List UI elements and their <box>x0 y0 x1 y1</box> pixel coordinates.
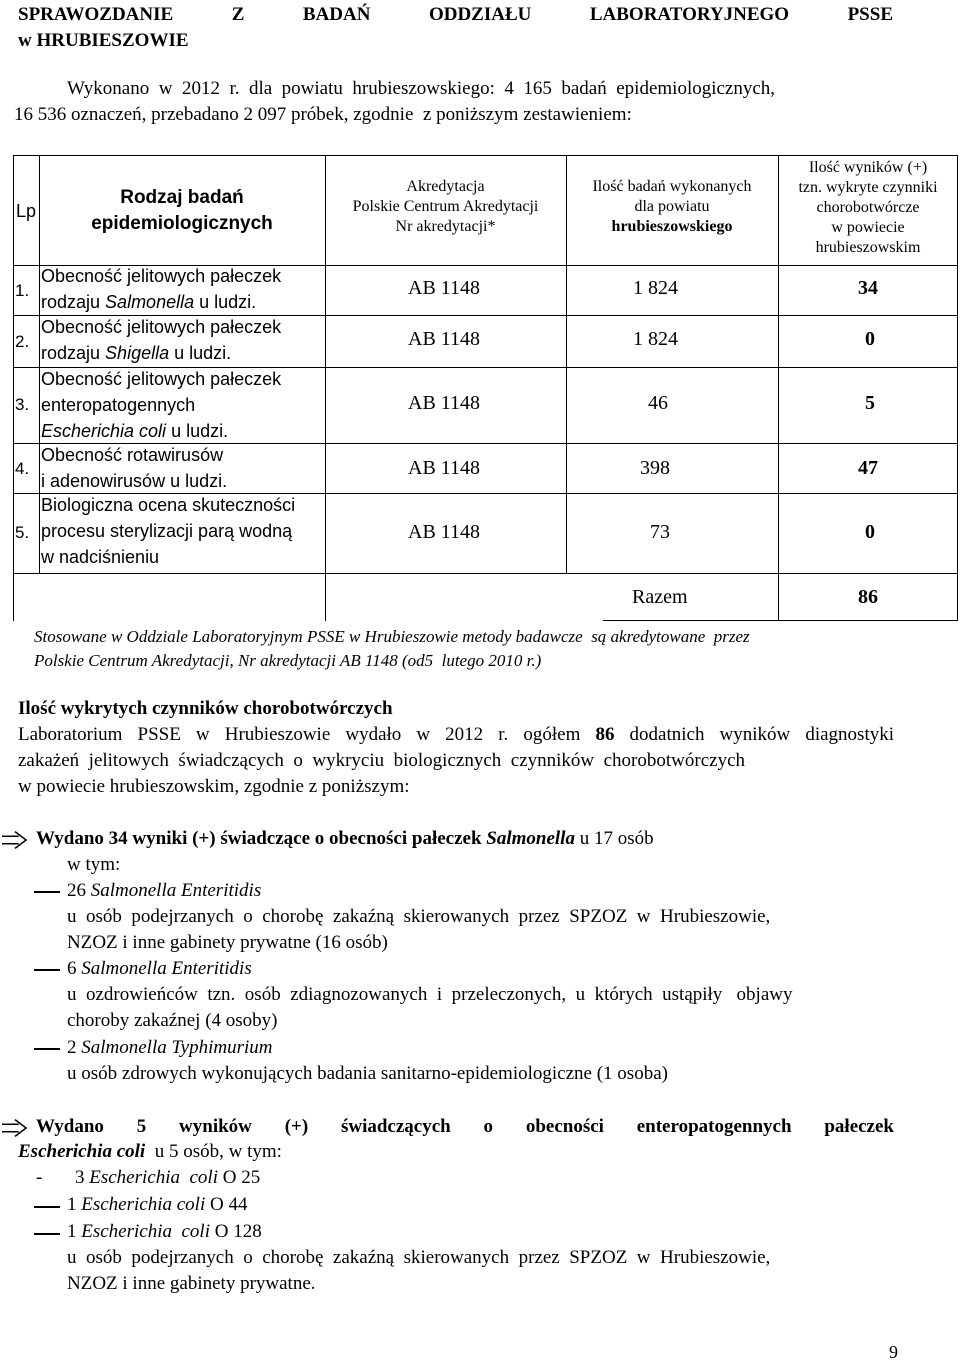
item-count: 6 <box>67 958 82 979</box>
row-desc-line: Obecność jelitowych pałeczek <box>41 317 282 337</box>
heading-word: obecności <box>525 1116 604 1137</box>
ecoli-heading <box>36 1116 894 1138</box>
item-count: 26 <box>67 880 91 901</box>
list-item <box>67 1221 262 1243</box>
row-desc-text: rodzaju <box>41 343 106 363</box>
row-desc-text: u ludzi. <box>194 292 257 312</box>
title-word: ODDZIAŁU <box>428 4 532 25</box>
section-title: Ilość wykrytych czynników chorobotwórczych <box>18 698 393 719</box>
heading-text: u 5 osób, w tym: <box>145 1141 282 1162</box>
section-paragraph-line: w powiecie hrubieszowskim, zgodnie z poniższym: <box>18 776 410 797</box>
dash-bullet <box>34 891 60 893</box>
header-wyn-line3: chorobotwórcze <box>816 199 920 216</box>
row-lp: 2. <box>15 332 30 351</box>
note-line2: Polskie Centrum Akredytacji, Nr akredytacji AB 1148 (od5 lutego 2010 r.) <box>34 651 542 670</box>
row-akredytacja: AB 1148 <box>408 521 481 543</box>
section-paragraph-line: zakażeń jelitowych świadczących o wykryciu biologicznych czynników chorobotwórczych <box>18 750 746 771</box>
row-description <box>41 314 281 366</box>
report-title-line2: w HRUBIESZOWIE <box>18 30 189 51</box>
item-desc: NZOZ i inne gabinety prywatne (16 osób) <box>67 932 388 953</box>
double-arrow-icon <box>2 830 28 850</box>
header-akred-line1: Akredytacja <box>406 178 485 195</box>
title-word: BADAŃ <box>302 4 371 25</box>
section-paragraph-line <box>18 724 894 746</box>
row-desc-line: i adenowirusów u ludzi. <box>41 471 228 491</box>
heading-word: (+) <box>284 1116 309 1137</box>
intro-line2: 16 536 oznaczeń, przebadano 2 097 próbek, zgodnie z poniższym zestawieniem: <box>14 104 632 125</box>
item-name: Salmonella Typhimurium <box>81 1037 273 1058</box>
row-wyniki: 5 <box>865 392 875 414</box>
header-akred-line2: Polskie Centrum Akredytacji <box>352 198 539 215</box>
note-line1: Stosowane w Oddziale Laboratoryjnym PSSE w Hrubieszowie metody badawcze są akredytowane przez <box>34 627 750 646</box>
list-item <box>67 1037 272 1059</box>
item-name: Escherichia coli <box>81 1194 206 1215</box>
item-desc: u ozdrowieńców tzn. osób zdiagnozowanych i przeleczonych, u których ustąpiły objawy <box>67 984 793 1005</box>
item-desc: u osób podejrzanych o chorobę zakaźną skierowanych przez SPZOZ w Hrubieszowie, <box>67 906 771 927</box>
row-desc-italic: Salmonella <box>105 292 195 312</box>
header-wyniki <box>778 158 958 258</box>
header-wyn-line4: w powiecie <box>831 219 905 236</box>
row-ilosc: 398 <box>640 457 670 479</box>
row-desc-line: enteropatogennych <box>41 395 196 415</box>
heading-text: u 17 osób <box>574 828 654 849</box>
item-desc: NZOZ i inne gabinety prywatne. <box>67 1273 316 1294</box>
row-akredytacja: AB 1148 <box>408 328 481 350</box>
row-desc-text: u ludzi. <box>166 421 229 441</box>
header-lp: Lp <box>15 201 37 221</box>
title-word: LABORATORYJNEGO <box>589 4 790 25</box>
total-label: Razem <box>632 586 688 608</box>
row-ilosc: 1 824 <box>633 328 678 350</box>
item-count: 1 <box>67 1221 82 1242</box>
row-desc-line: w nadciśnieniu <box>41 547 160 567</box>
list-item <box>75 1167 260 1189</box>
item-desc: u osób zdrowych wykonujących badania sanitarno-epidemiologiczne (1 osoba) <box>67 1063 668 1084</box>
list-item <box>67 1194 247 1216</box>
header-ilosc-line1: Ilość badań wykonanych <box>592 178 752 195</box>
header-wyn-line1: Ilość wyników (+) <box>808 159 928 176</box>
row-akredytacja: AB 1148 <box>408 457 481 479</box>
row-lp: 4. <box>15 459 30 478</box>
dash-bullet <box>34 1048 60 1050</box>
title-word: SPRAWOZDANIE <box>18 4 174 25</box>
w-tym-label: w tym: <box>67 854 121 875</box>
header-rodzaj-line1: Rodzaj badań <box>120 187 244 208</box>
row-wyniki: 0 <box>865 328 875 350</box>
header-akred-line3: Nr akredytacji* <box>395 218 496 235</box>
heading-text: Wydano 34 wyniki (+) świadczące o obecności pałeczek <box>36 828 487 849</box>
item-name: Salmonella Enteritidis <box>90 880 262 901</box>
heading-word: enteropatogennych <box>636 1116 792 1137</box>
row-description <box>41 442 227 494</box>
row-desc-line: Biologiczna ocena skuteczności <box>41 495 296 515</box>
row-desc-text: u ludzi. <box>169 343 232 363</box>
accreditation-note <box>34 625 894 673</box>
heading-word: pałeczek <box>824 1116 894 1137</box>
header-wyn-line2: tzn. wykryte czynniki <box>798 179 938 196</box>
row-desc-italic: Escherichia coli <box>41 421 167 441</box>
row-akredytacja: AB 1148 <box>408 277 481 299</box>
row-lp: 5. <box>15 523 30 542</box>
salmonella-heading <box>36 828 654 850</box>
item-count: 2 <box>67 1037 82 1058</box>
header-ilosc-line2: dla powiatu <box>634 198 710 215</box>
item-desc: u osób podejrzanych o chorobę zakaźną skierowanych przez SPZOZ w Hrubieszowie, <box>67 1247 771 1268</box>
row-description <box>41 492 295 570</box>
header-rodzaj-line2: epidemiologicznych <box>91 213 273 234</box>
row-wyniki: 47 <box>858 457 878 479</box>
row-lp: 3. <box>15 395 30 414</box>
intro-line1: Wykonano w 2012 r. dla powiatu hrubieszowskiego: 4 165 badań epidemiologicznych, <box>67 78 776 99</box>
row-desc-italic: Shigella <box>105 343 170 363</box>
dash-bullet <box>34 1233 60 1235</box>
ecoli-heading-line2 <box>18 1141 282 1163</box>
section-text: Laboratorium PSSE w Hrubieszowie wydało w 2012 r. ogółem <box>18 724 596 745</box>
row-wyniki: 34 <box>858 277 878 299</box>
item-count: 1 <box>67 1194 82 1215</box>
hyphen-bullet: - <box>36 1167 43 1188</box>
item-name: Escherichia coli <box>89 1167 218 1188</box>
row-lp: 1. <box>15 281 30 300</box>
item-serotype: O 128 <box>210 1221 262 1242</box>
heading-word: Wydano <box>36 1116 104 1137</box>
heading-word: o <box>483 1116 494 1137</box>
header-wyn-line5: hrubieszowskim <box>815 239 921 256</box>
header-rodzaj <box>39 185 325 237</box>
double-arrow-icon <box>2 1118 28 1138</box>
row-description <box>41 366 281 444</box>
title-word: PSSE <box>847 4 893 25</box>
header-ilosc-line3: hrubieszowskiego <box>611 218 733 235</box>
title-word: Z <box>231 4 245 25</box>
item-desc: choroby zakaźnej (4 osoby) <box>67 1010 278 1031</box>
heading-word: świadczących <box>340 1116 451 1137</box>
heading-italic: Salmonella <box>486 828 575 849</box>
row-desc-text: rodzaju <box>41 292 106 312</box>
row-ilosc: 73 <box>650 521 670 543</box>
total-value: 86 <box>858 586 878 608</box>
row-description <box>41 263 281 315</box>
results-table <box>13 155 958 621</box>
page-number: 9 <box>889 1342 898 1362</box>
section-text: dodatnich wyników diagnostyki <box>614 724 894 745</box>
section-total: 86 <box>595 724 615 745</box>
row-desc-line: Obecność jelitowych pałeczek <box>41 369 282 389</box>
report-title <box>18 4 893 26</box>
heading-word: wyników <box>179 1116 252 1137</box>
item-name: Escherichia coli <box>81 1221 210 1242</box>
row-wyniki: 0 <box>865 521 875 543</box>
list-item <box>67 880 261 902</box>
row-desc-line: Obecność rotawirusów <box>41 445 224 465</box>
header-akredytacja <box>325 177 566 237</box>
heading-word: 5 <box>136 1116 147 1137</box>
heading-italic: Escherichia coli <box>18 1141 146 1162</box>
row-ilosc: 1 824 <box>633 277 678 299</box>
row-ilosc: 46 <box>648 392 668 414</box>
row-akredytacja: AB 1148 <box>408 392 481 414</box>
header-ilosc <box>566 177 778 237</box>
item-serotype: O 25 <box>218 1167 261 1188</box>
dash-bullet <box>34 969 60 971</box>
item-name: Salmonella Enteritidis <box>81 958 252 979</box>
item-serotype: O 44 <box>205 1194 248 1215</box>
row-desc-line: Obecność jelitowych pałeczek <box>41 266 282 286</box>
row-desc-line: procesu sterylizacji parą wodną <box>41 521 293 541</box>
dash-bullet <box>34 1206 60 1208</box>
list-item <box>67 958 252 980</box>
item-count: 3 <box>75 1167 90 1188</box>
